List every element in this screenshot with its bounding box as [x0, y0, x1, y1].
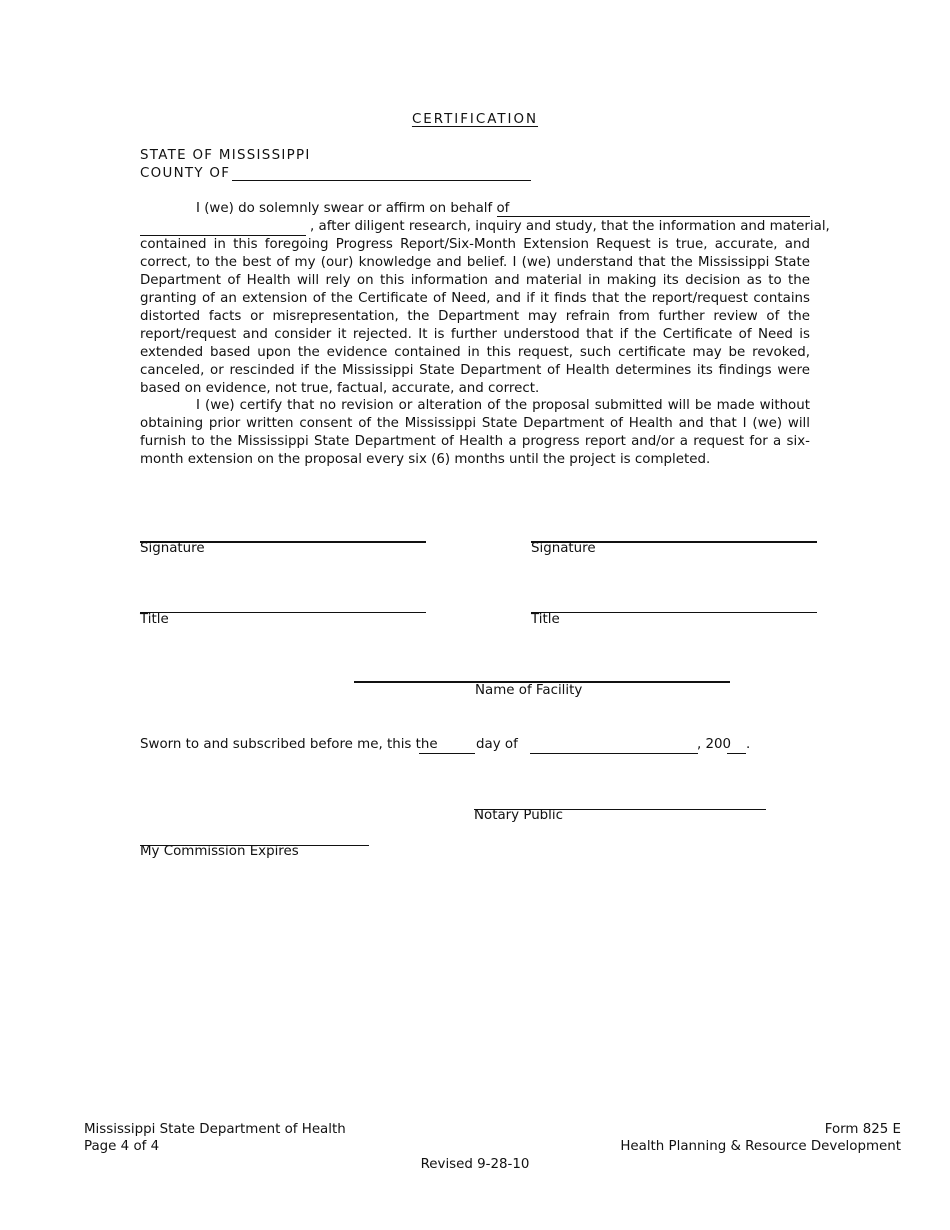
- oath-line2-text: , after diligent research, inquiry and study, that the information and material,: [310, 219, 830, 234]
- footer-revised: Revised 9-28-10: [420, 1157, 530, 1172]
- county-blank[interactable]: [232, 180, 531, 181]
- title-line-right[interactable]: [531, 612, 817, 613]
- signature-label-right: Signature: [531, 541, 596, 556]
- footer-page: Page 4 of 4: [84, 1139, 160, 1154]
- title-label-right: Title: [531, 612, 560, 627]
- facility-label: Name of Facility: [475, 683, 583, 698]
- footer-org: Mississippi State Department of Health: [84, 1122, 346, 1137]
- oath-start-text: I (we) do solemnly swear or affirm on behalf of: [196, 201, 510, 216]
- signature-label-left: Signature: [140, 541, 205, 556]
- title-line-left[interactable]: [140, 612, 426, 613]
- month-blank[interactable]: [530, 753, 698, 754]
- year-blank[interactable]: [727, 753, 746, 754]
- page-title: CERTIFICATION: [411, 112, 539, 127]
- county-label: COUNTY OF: [140, 166, 231, 181]
- footer-division: Health Planning & Resource Development: [620, 1139, 901, 1154]
- commission-label: My Commission Expires: [140, 844, 299, 859]
- day-of-label: day of: [476, 737, 518, 752]
- title-label-left: Title: [140, 612, 169, 627]
- certify-text: I (we) certify that no revision or alteration of the proposal submitted will be made without obtaining prior written consent of the Mississippi State Department of Health and that I (we) will furnish to the Mississippi State Department of Health a progress report and/or a request for a six-month extension on the proposal every six (6) months until the project is completed.: [140, 398, 810, 467]
- oath-paragraph-body: [140, 236, 810, 398]
- state-label: STATE OF MISSISSIPPI: [140, 148, 311, 163]
- certify-paragraph: [140, 397, 810, 469]
- day-blank[interactable]: [419, 753, 475, 754]
- sworn-period: .: [746, 737, 751, 752]
- footer-form: Form 825 E: [824, 1122, 901, 1137]
- on-behalf-of-blank[interactable]: [497, 216, 810, 217]
- sworn-prefix: Sworn to and subscribed before me, this the: [140, 737, 438, 752]
- year-prefix: , 200: [697, 737, 732, 752]
- oath-body-text: contained in this foregoing Progress Report/Six-Month Extension Request is true, accurate, and correct, to the best of my (our) knowledge and belief. I (we) understand that the Mississippi State Department of Health will rely on this information and material in making its decision as to the granting of an extension of the Certificate of Need, and if it finds that the report/request contains distorted facts or misrepresentation, the Department may refrain from further review of the report/request and consider it rejected. It is further understood that if the Certificate of Need is extended based upon the evidence contained in this request, such certificate may be revoked, canceled, or rescinded if the Mississippi State Department of Health determines its findings were based on evidence, not true, factual, accurate, and correct.: [140, 237, 810, 396]
- notary-label: Notary Public: [474, 808, 563, 823]
